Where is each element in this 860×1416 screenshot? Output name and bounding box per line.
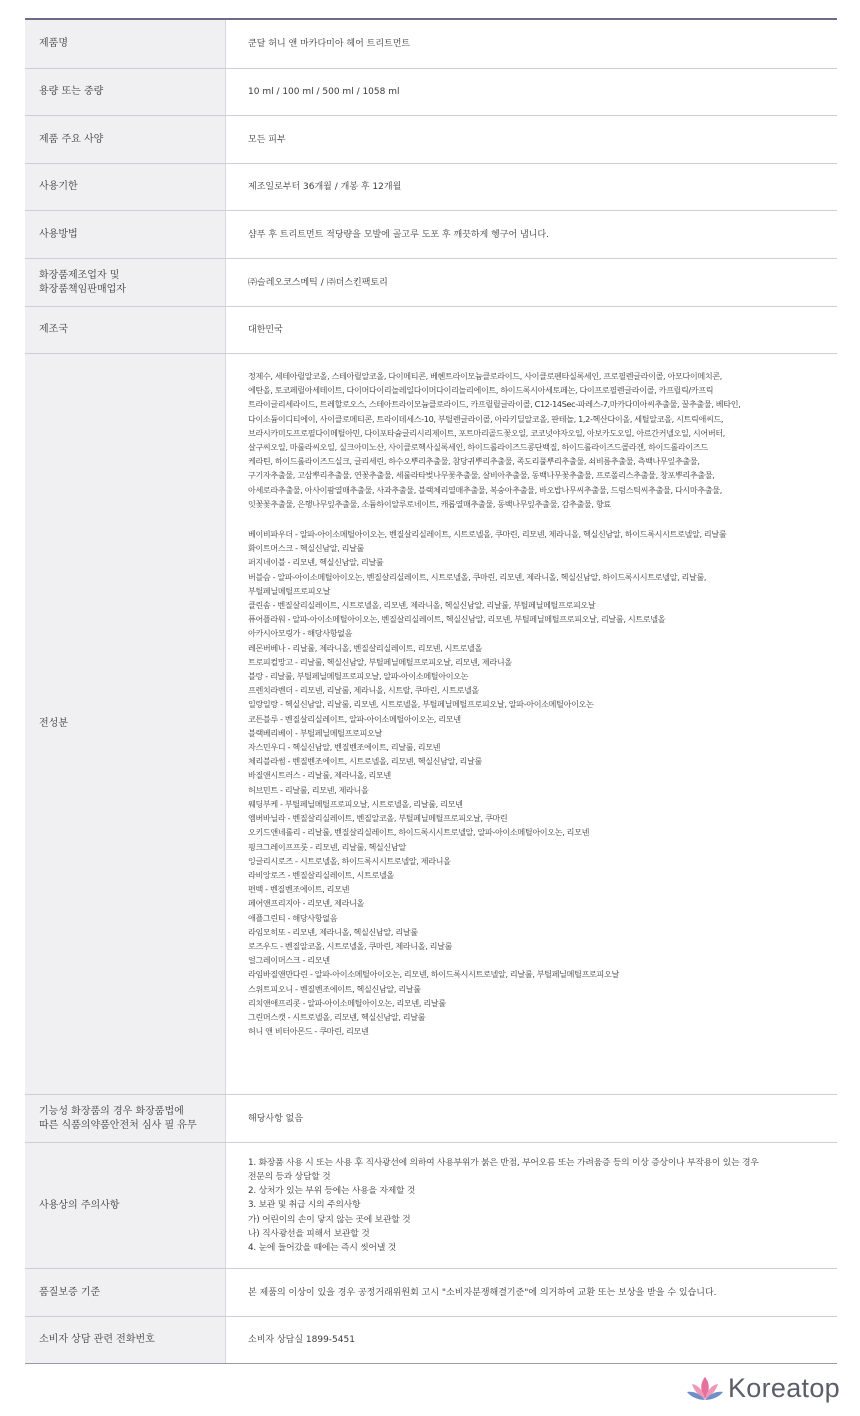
caution-item: 나) 직사광선을 피해서 보관할 것 xyxy=(248,1228,370,1239)
fragrance-item: 블랑 - 리날룰, 부틸페닐메틸프로피오날, 알파-아이소메틸아이오논 xyxy=(248,671,469,682)
caution-item: 3. 보관 및 취급 시의 주의사항 xyxy=(248,1200,361,1211)
fragrance-item: 바질앤시트러스 - 리날룰, 제라니올, 리모넨 xyxy=(248,770,391,781)
row-contact xyxy=(25,1316,837,1363)
value-ingredients xyxy=(226,354,837,1094)
fragrance-item: 핑크그레이프프룻 - 리모넨, 리날룰, 헥실신남알 xyxy=(248,841,406,852)
fragrance-item: 버블슴 - 알파-아이소메틸아이오논, 벤질살리실레이트, 시트로넬올, 쿠마린, 리모넨, 제라니올, 헥실신남알, 하이드록시시트로넬알, 리날룰, 부틸페닐메틸프로피오날 xyxy=(248,571,707,596)
label-country: 제조국 xyxy=(25,307,226,353)
fragrance-item: 퍼지네이블 - 리모넨, 헥실신남알, 리날룰 xyxy=(248,557,384,568)
row-ingredients xyxy=(25,353,837,1094)
fragrance-item: 블랙베리베이 - 부틸페닐메틸프로피오날 xyxy=(248,727,382,738)
brand-name: Koreatop xyxy=(728,1373,840,1403)
fragrance-item: 애플그린티 - 해당사항없음 xyxy=(248,912,338,923)
label-volume: 용량 또는 중량 xyxy=(25,69,226,115)
fragrance-item: 베이비파우더 - 알파-아이소메틸아이오논, 벤질살리실레이트, 시트로넬올, 쿠마린, 리모넨, 제라니올, 헥실신남알, 하이드록시시트로넬알, 리날룰 xyxy=(248,529,727,540)
fragrance-item: 라임모히또 - 리모넨, 제라니올, 헥실신남알, 리날룰 xyxy=(248,926,418,937)
fragrance-item: 얼그레이머스크 - 리모넨 xyxy=(248,955,330,966)
row-caution xyxy=(25,1142,837,1268)
label-usage: 사용방법 xyxy=(25,211,226,258)
row-manufacturer xyxy=(25,258,837,306)
fragrance-item: 일랑일랑 - 헥실신남알, 리날룰, 리모넨, 시트로넬올, 부틸페닐메틸프로피오날, 알파-아이소메틸아이오논 xyxy=(248,699,594,710)
fragrance-item: 스위트피오니 - 벤질벤조에이트, 헥실신남알, 리날룰 xyxy=(248,983,421,994)
row-functional xyxy=(25,1094,837,1142)
fragrance-item: 허브민트 - 리날룰, 리모넨, 제라니올 xyxy=(248,784,369,795)
value-caution xyxy=(226,1143,837,1268)
label-functional: 기능성 화장품의 경우 화장품법에 따른 식품의약품안전처 심사 필 유무 xyxy=(25,1095,226,1142)
base-ingredients: 정제수, 세테아릴알코올, 스테아릴알코올, 다이메티콘, 베헨트라이모늄클로라이드, 사이클로펜타실록세인, 프로필렌글라이콜, 아모다이메치콘, 에탄올, 토코페릴아세테이트, 다이머다이리놀레일다이머다이리놀리에이트, 하이드록시아세토페논, 다이프로필렌글라이콜, 카프릴릭/카프릭 트라이글리세라이드, 트레할로오스, 스테아트라이모늄클로라이드, 카프릴릴글라이콜, C12-14Sec-파레스-7,마카다미아씨추출물, 꿀추출물, 베타인, 다이소듐이디티에이, 사이클로메티콘, 트라이데세스-10, 부틸렌글라이콜, 아라키딜알코올, 판테놀, 1,2-헥산다이올, 세틸알코올, 시트릭애씨드, 브라시카미도프로필다이메틸아민, 다이포타슘글리시리제이트, 포트마리골드꽃오일, 코코넛야자오일, 아보카도오일, 아르간커넬오일, 시어버터, 살구씨오일, 마룰라씨오일, 실크아미노산, 사이클로헥사실록세인, 하이드롤라이즈드콩단백질, 하이드롤라이즈드콜라겐, 하이드롤라이즈드 케라틴, 하이드롤라이즈드실크, 글리세린, 하수오뿌리추출물, 참당귀뿌리추출물, 족도리풀뿌리추출물, 쇠비름추출물, 측백나무잎추출물, 구기자추출물, 고삼뿌리추출물, 연꽃추출물, 세룰라타벚나무꽃추출물, 살비아추출물, 동백나무꽃추출물, 프로폴리스추출물, 창포뿌리추출물, 아세로라추출물, 아사이팜열매추출물, 사과추출물, 블랙체리열매추출물, 복숭아추출물, 바오밥나무씨추출물, 드럼스틱씨추출물, 다시마추출물, 잇꽃꽃추출물, 은행나무잎추출물, 소듐하이알루로네이트, 캐롭열매추출물, 동백나무잎추출물, 감추출물, 향료 xyxy=(248,371,741,509)
value-volume: 10 ml / 100 ml / 500 ml / 1058 ml xyxy=(248,87,400,97)
fragrance-item: 페어앤프리지아 - 리모넨, 제라니올 xyxy=(248,898,365,909)
row-expiry xyxy=(25,163,837,210)
koreatop-logo xyxy=(686,1373,840,1404)
fragrance-item: 트로피컬망고 - 리날룰, 헥실신남알, 부틸페닐메틸프로피오날, 리모넨, 제라니올 xyxy=(248,656,512,667)
fragrance-item: 리치앤애프리콧 - 알파-아이소메틸아이오논, 리모넨, 리날룰 xyxy=(248,997,446,1008)
label-product-name: 제품명 xyxy=(25,20,226,68)
value-product-name: 쿤달 허니 앤 마카다미아 헤어 트리트먼트 xyxy=(248,39,411,49)
row-spec xyxy=(25,115,837,163)
value-functional: 해당사항 없음 xyxy=(248,1113,304,1124)
fragrance-item: 오키드앤네롤리 - 리날룰, 벤질살리실레이트, 하이드록시시트로넬알, 알파-아이소메틸아이오논, 리모넨 xyxy=(248,827,590,838)
fragrance-item: 레몬버베나 - 리날룰, 제라니올, 벤질살리실레이트, 리모넨, 시트로넬올 xyxy=(248,642,482,653)
lotus-logo-icon xyxy=(686,1375,724,1403)
fragrance-item: 프렌치라벤더 - 리모넨, 리날룰, 제라니올, 시트랄, 쿠마린, 시트로넬올 xyxy=(248,685,479,696)
value-country: 대한민국 xyxy=(248,325,283,335)
fragrance-item: 엠버바닐라 - 벤질살리실레이트, 벤질알코올, 부틸페닐메틸프로피오날, 쿠마린 xyxy=(248,813,508,824)
label-spec: 제품 주요 사양 xyxy=(25,116,226,163)
fragrance-item: 체리블라썸 - 벤질벤조에이트, 시트로넬올, 리모넨, 헥실신남알, 리날룰 xyxy=(248,756,482,767)
caution-list xyxy=(248,1156,759,1255)
row-usage xyxy=(25,210,837,258)
fragrance-item: 잉글리시로즈 - 시트로넬올, 하이드록시시트로넬알, 제라니올 xyxy=(248,855,451,866)
fragrance-item: 퓨어플라워 - 알파-아이소메틸아이오논, 벤질살리실레이트, 헥실신남알, 리모넨, 부틸페닐메틸프로피오날, 리날룰, 시트로넬올 xyxy=(248,614,666,625)
value-quality: 본 제품의 이상이 있을 경우 공정거래위원회 고시 "소비자분쟁해결기준"에 의거하여 교환 또는 보상을 받을 수 있습니다. xyxy=(248,1287,717,1298)
fragrance-item: 허니 앤 비터아몬드 - 쿠마린, 리모넨 xyxy=(248,1026,369,1037)
value-usage: 샴푸 후 트리트먼트 적당량을 모발에 골고루 도포 후 깨끗하게 헹구어 냅니다. xyxy=(248,229,549,240)
row-volume xyxy=(25,68,837,115)
fragrance-item: 라임바질앤만다린 - 알파-아이소메틸아이오논, 리모넨, 하이드록시시트로넬알, 리날룰, 부틸페닐메틸프로피오날 xyxy=(248,969,619,980)
value-contact: 소비자 상담실 1899-5451 xyxy=(248,1335,355,1345)
caution-item: 1. 화장품 사용 시 또는 사용 후 직사광선에 의하여 사용부위가 붉은 반점, 부어오름 또는 가려움증 등의 이상 증상이나 부작용이 있는 경우 전문의 등과 상담할 것 xyxy=(248,1157,759,1182)
label-expiry: 사용기한 xyxy=(25,164,226,210)
row-product-name xyxy=(25,20,837,68)
caution-item: 가) 어린이의 손이 닿지 않는 곳에 보관할 것 xyxy=(248,1214,411,1225)
product-info-table xyxy=(25,18,837,1364)
caution-item: 2. 상처가 있는 부위 등에는 사용을 자제할 것 xyxy=(248,1186,416,1197)
fragrance-item: 라비앙로즈 - 벤질살리실레이트, 시트로넬올 xyxy=(248,869,394,880)
fragrance-item: 웨딩부케 - 부틸페닐메틸프로피오날, 시트로넬올, 리날룰, 리모넨 xyxy=(248,798,463,809)
fragrance-item: 아카시아모링가 - 해당사항없음 xyxy=(248,628,353,639)
row-quality xyxy=(25,1268,837,1316)
value-manufacturer: ㈜슬레오코스메틱 / ㈜더스킨팩토리 xyxy=(248,277,388,288)
fragrance-item: 클린솜 - 벤질살리실레이트, 시트로넬올, 리모넨, 제라니올, 헥실신남알, 리날룰, 부틸페닐메틸프로피오날 xyxy=(248,600,596,611)
label-contact: 소비자 상담 관련 전화번호 xyxy=(25,1317,226,1363)
fragrance-ingredient-list xyxy=(248,527,740,1038)
caution-item: 4. 눈에 들어갔을 때에는 즉시 씻어낼 것 xyxy=(248,1243,397,1253)
fragrance-item: 편백 - 벤질벤조에이트, 리모넨 xyxy=(248,884,350,895)
row-country xyxy=(25,306,837,353)
fragrance-item: 코튼블루 - 벤질살리실레이트, 알파-아이소메틸아이오논, 리모넨 xyxy=(248,713,461,724)
fragrance-item: 그린머스캣 - 시트로넬올, 리모넨, 헥실신남알, 리날룰 xyxy=(248,1011,426,1022)
ingredients-block xyxy=(248,369,740,1038)
fragrance-item: 화이트머스크 - 헥실신남알, 리날룰 xyxy=(248,543,365,554)
label-ingredients: 전성분 xyxy=(25,354,226,1094)
label-quality: 품질보증 기준 xyxy=(25,1269,226,1316)
fragrance-item: 자스민우디 - 헥실신남알, 벤질벤조에이트, 리날룰, 리모넨 xyxy=(248,742,441,753)
label-manufacturer: 화장품제조업자 및 화장품책임판매업자 xyxy=(25,259,226,306)
fragrance-item: 로즈우드 - 벤질알코올, 시트로넬올, 쿠마린, 제라니올, 리날룰 xyxy=(248,940,453,951)
value-spec: 모든 피부 xyxy=(248,134,286,145)
value-expiry: 제조일로부터 36개월 / 개봉 후 12개월 xyxy=(248,182,402,192)
label-caution: 사용상의 주의사항 xyxy=(25,1143,226,1268)
